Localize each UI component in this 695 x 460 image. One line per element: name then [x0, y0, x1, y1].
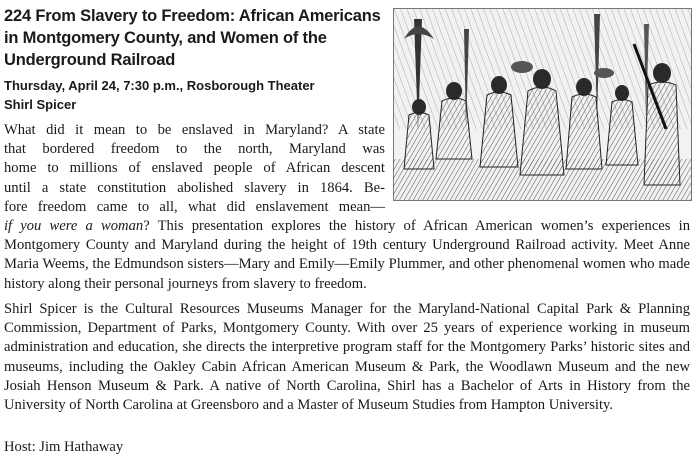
description-italic-phrase: if you were a woman [4, 218, 144, 234]
description-line: that bordered freedom to the north, Maryland was [4, 141, 385, 158]
event-meta [4, 76, 384, 114]
description-continuation [4, 217, 690, 294]
event-title-line: 224 From Slavery to Freedom: African Americans [4, 7, 381, 25]
description-line: fore freedom came to all, what did enslavement mean— [4, 198, 385, 215]
event-speaker: Shirl Spicer [4, 97, 77, 112]
description-line: home to millions of enslaved people of African descent [4, 160, 385, 177]
event-datetime: Thursday, April 24, 7:30 p.m., Rosborough Theater [4, 78, 315, 93]
description-intro [4, 121, 385, 217]
event-title [4, 5, 384, 71]
speaker-bio: Shirl Spicer is the Cultural Resources Museums Manager for the Maryland-National Capital Park & Planning Commission, Department of Parks, Montgomery County. With over 25 years of experience working in museum administration and education, she directs the interpretive program staff for the Montgomery Parks’ historic sites and museums, including the Oakley Cabin African American Museum & Park, the Woodlawn Museum and the new Josiah Henson Museum & Park. A native of North Carolina, Shirl has a Bachelor of Arts in History from the University of North Carolina at Greensboro and a Master of Museum Studies from Hampton University. [4, 301, 690, 414]
description-continuation-text: ? This presentation explores the history of African American women’s experiences in Montgomery County and Maryland during the height of 19th century Underground Railroad activity. Meet Anne Maria Weems, the Edmundson sisters—Mary and Emily—Emily Plummer, and other phenomenal women who made history along their personal journeys from slavery to freedom. [4, 218, 690, 292]
description-line: What did it mean to be enslaved in Maryland? A state [4, 122, 385, 138]
host-line: Host: Jim Hathaway [4, 439, 124, 455]
event-title-line: Underground Railroad [4, 51, 176, 69]
engraving-illustration [393, 8, 692, 201]
event-title-line: in Montgomery County, and Women of the [4, 29, 327, 47]
description-line: until a state constitution abolished slavery in 1864. Be- [4, 179, 385, 196]
